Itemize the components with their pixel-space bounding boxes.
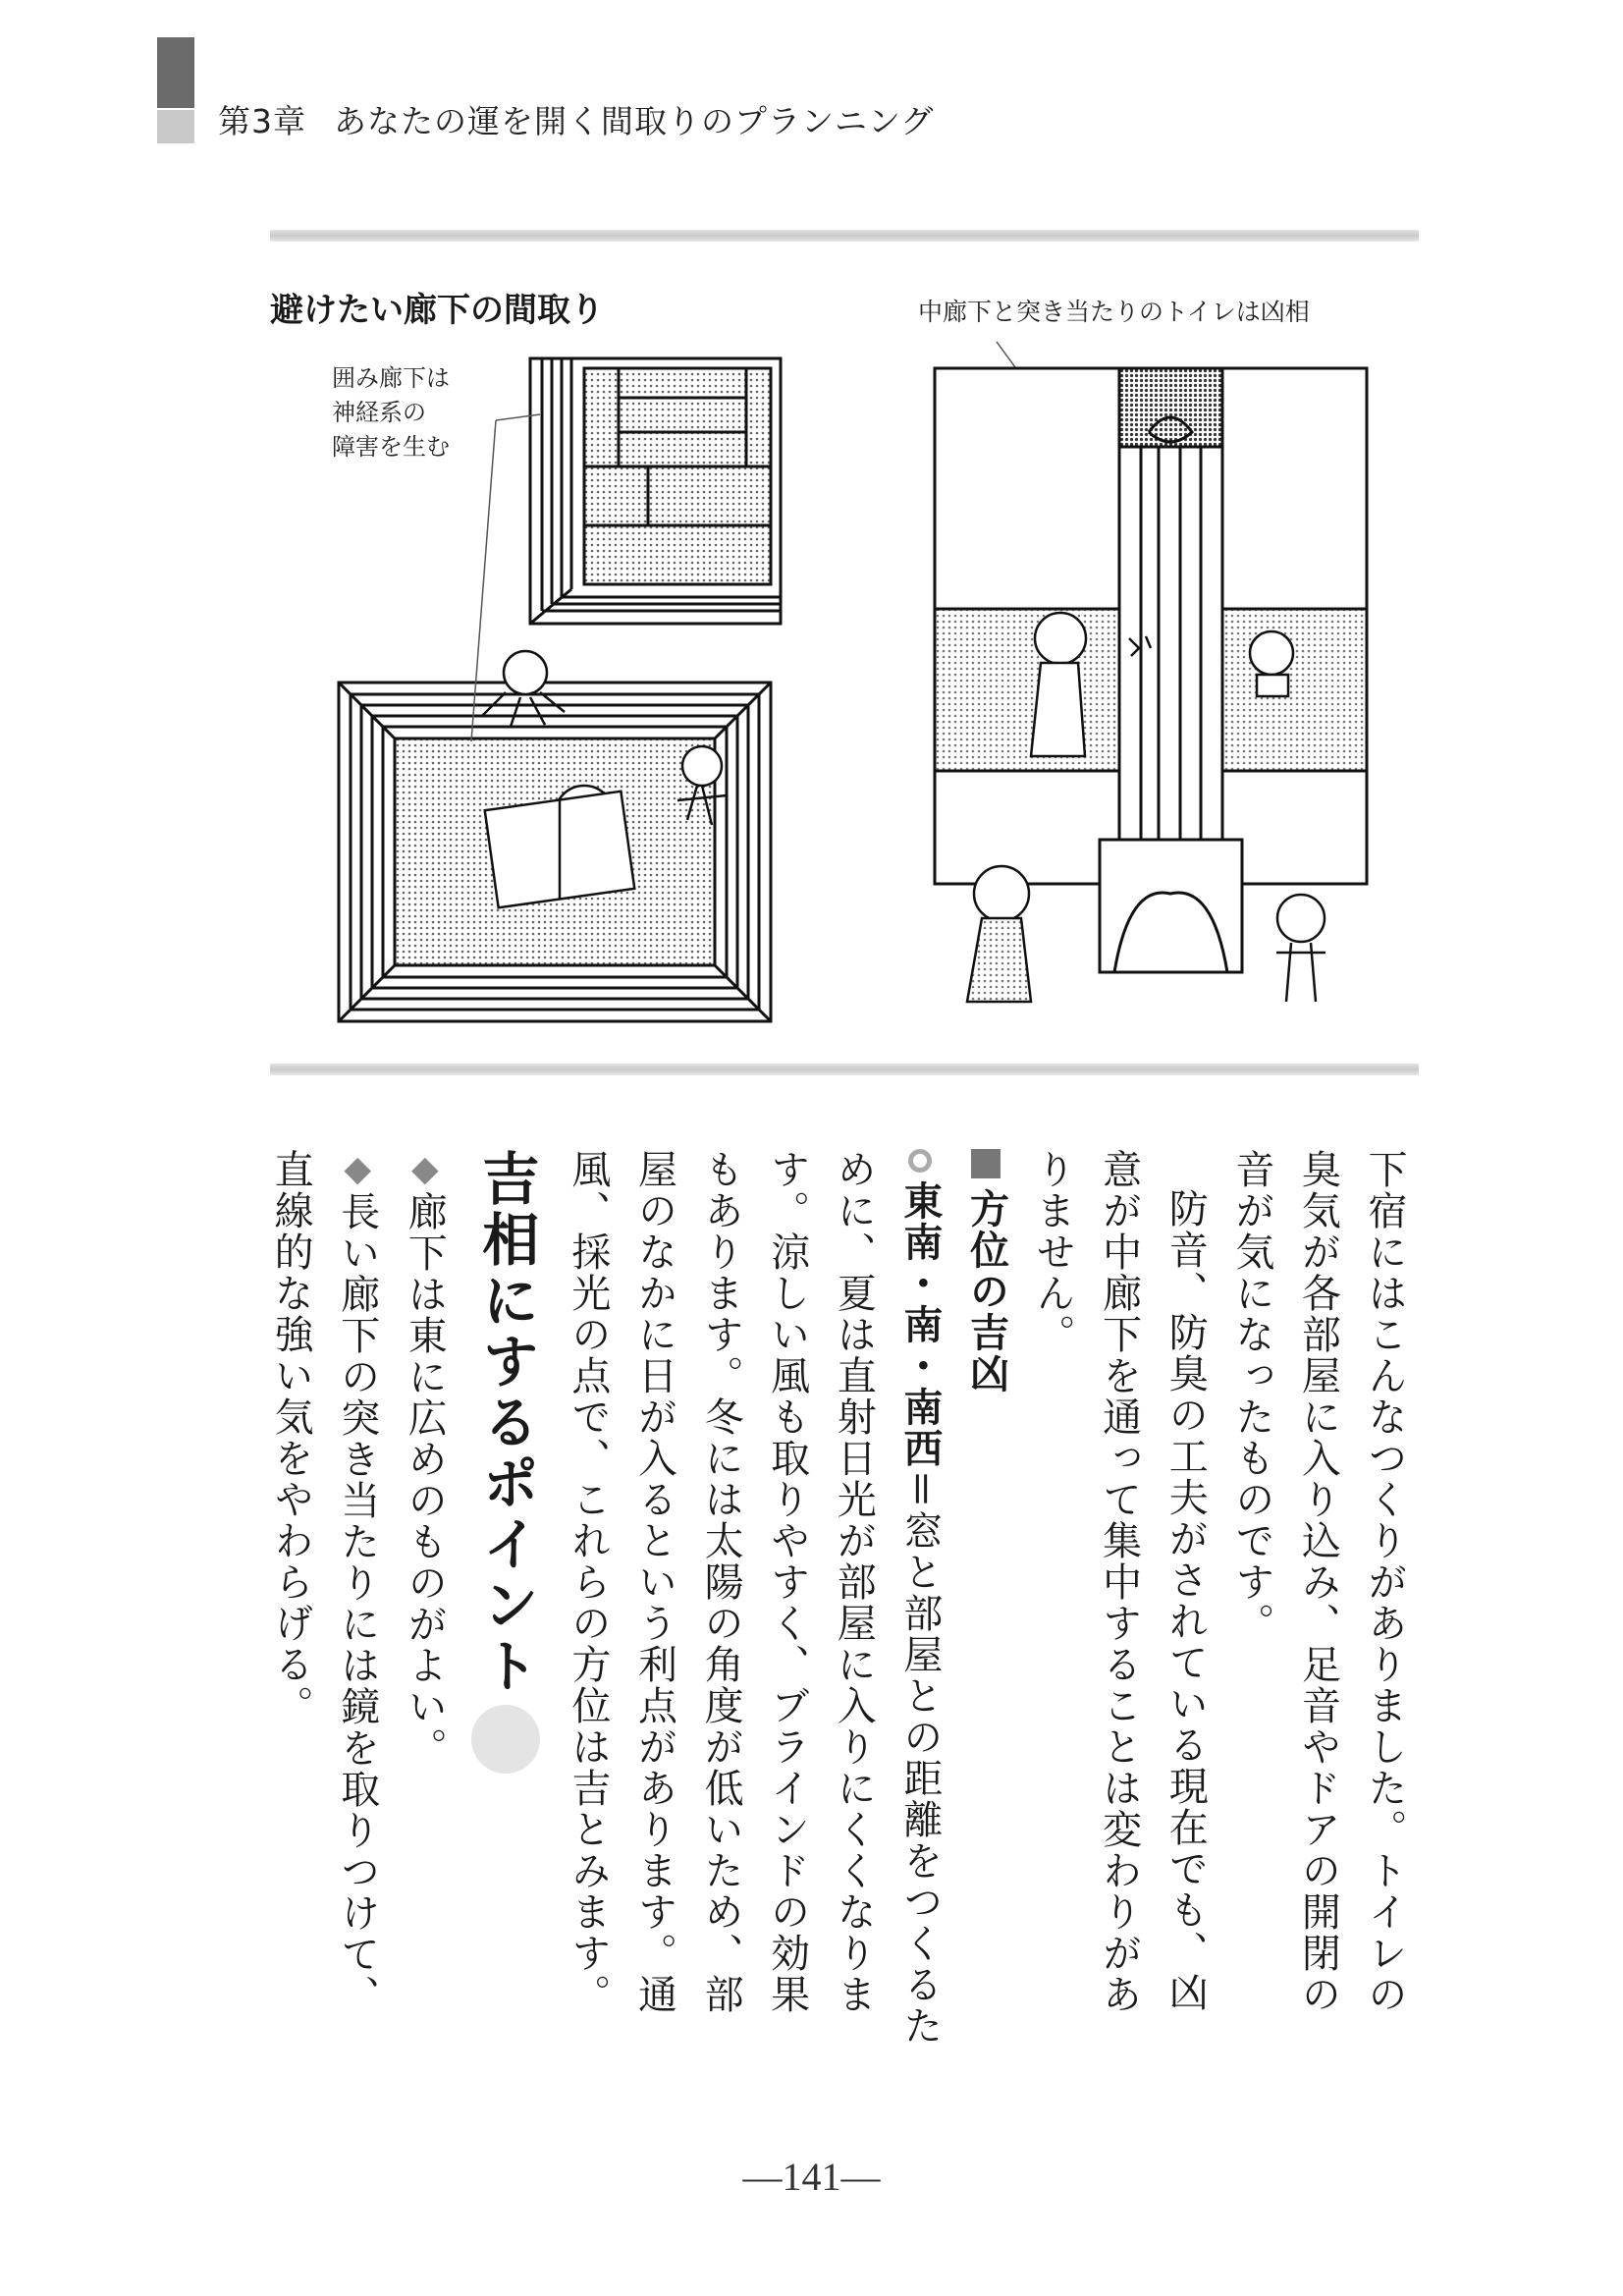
illustration-caption: 中廊下と突き当たりのトイレは凶相 xyxy=(918,298,1310,326)
points-heading-text: 吉相にするポイント xyxy=(472,1149,540,1697)
point-item-text: 廊下は東に広めのものがよい。 xyxy=(402,1191,448,1769)
note-line: 囲み廊下は xyxy=(332,364,450,392)
body-paragraph: 防音、防臭の工夫がされている現在でも、凶意が中廊下を通って集中することは変わりがありません。 xyxy=(1030,1149,1209,2015)
chapter-number: 第3章 xyxy=(218,102,306,140)
directions-paragraph xyxy=(554,1149,952,2052)
section-heading xyxy=(952,1149,1019,2052)
circle-bullet-icon xyxy=(908,1149,932,1173)
section-heading-text: 方位の吉凶 xyxy=(963,1188,1009,1394)
bottom-rule xyxy=(270,1064,1419,1075)
chapter-title: あなたの運を開く間取りのプランニング xyxy=(334,102,935,140)
central-corridor-illustration xyxy=(923,324,1375,1041)
chapter-tab-dark xyxy=(157,37,194,108)
body-text xyxy=(257,1149,1418,2052)
diamond-bullet-icon: ◆ xyxy=(405,1149,446,1191)
directions-text: 窓と部屋との距離をつくるために、夏は直射日光が部屋に入りにくくなります。涼しい風も取りやすく、ブラインドの効果もあります。冬には太陽の角度が低いため、部屋のなかに日が入るという利点があります。通風、採光の点で、これらの方位は吉とみます。 xyxy=(565,1149,943,2047)
note-line: 神経系の xyxy=(332,399,426,426)
point-item-text: 長い廊下の突き当たりには鏡を取りつけて、 xyxy=(334,1191,380,2016)
upper-room xyxy=(530,358,781,624)
square-bullet-icon xyxy=(971,1149,1001,1178)
directions-lead: 東南・南・南西＝ xyxy=(896,1180,943,1510)
chapter-header xyxy=(218,96,934,142)
point-item-continuation: 直線的な強い気をやわらげる。 xyxy=(268,1149,314,1726)
page-number: —141— xyxy=(742,2155,881,2199)
body-paragraph: 下宿にはこんなつくりがありました。トイレの臭気が各部屋に入り込み、足音やドアの開閉の音が気になったものです。 xyxy=(1228,1149,1407,2015)
point-item xyxy=(391,1149,459,2052)
points-heading xyxy=(471,1149,540,2052)
diamond-bullet-icon: ◆ xyxy=(337,1149,378,1191)
top-rule xyxy=(270,230,1419,242)
surrounding-corridor-illustration xyxy=(324,354,785,1041)
point-item xyxy=(323,1149,391,2052)
heading-dot-decoration xyxy=(471,1705,540,1774)
chapter-tab-light xyxy=(157,110,194,143)
illustration-title: 避けたい廊下の間取り xyxy=(270,291,604,330)
note-line: 障害を生む xyxy=(332,433,450,461)
points-list xyxy=(257,1149,459,2052)
